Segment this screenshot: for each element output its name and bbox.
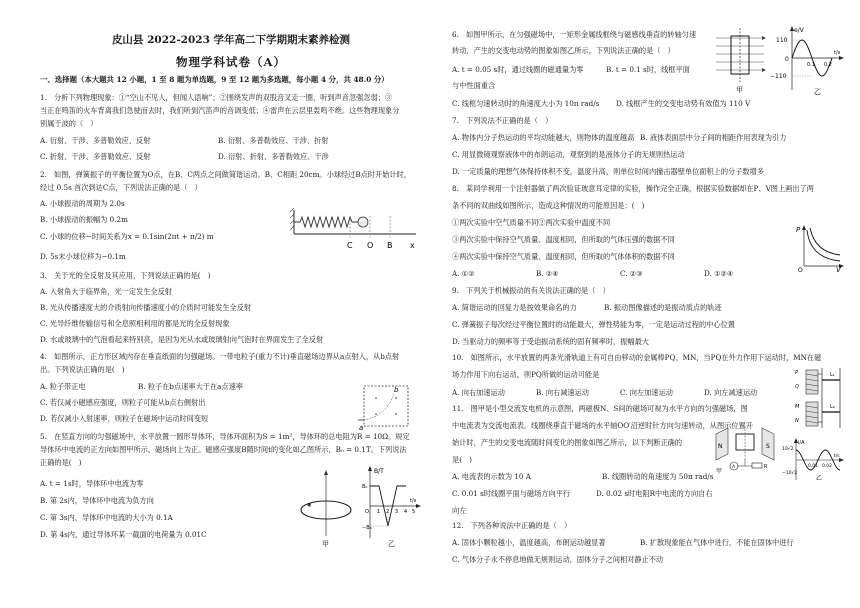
question-text: 当正在鸣笛的火车背离我们急驶而去时，我们听到汽笛声的音调变低；④雷声在云层里轰鸣不绝。这些物理现象分 <box>40 106 400 115</box>
label-o: O <box>798 267 803 272</box>
option-b[interactable]: B. 粒子在b点速率大于在a点速率 <box>138 382 243 391</box>
label-p: P <box>795 370 799 376</box>
label-ev: e/V <box>794 27 804 34</box>
option-c[interactable]: C. 向左加速运动 <box>620 388 673 397</box>
label-ts: t/s <box>834 454 840 459</box>
option-a[interactable]: A. 简谐运动的回复力是按效果命名的力 <box>452 303 577 312</box>
option-b[interactable]: B. 向右减速运动 <box>536 388 589 397</box>
label-10r2: 10√2 <box>782 447 794 452</box>
question-text: 转动，产生的交变电动势的图象如图乙所示，下列说法正确的是（ ） <box>452 46 675 55</box>
question-text: 始计时，产生的交变电流随时间变化的图象如图乙所示，以下判断正确的 <box>452 438 683 447</box>
question-text: 是( ) <box>452 455 472 464</box>
option-d[interactable]: D. 5s末小球位移为−0.1m <box>40 252 126 261</box>
option-b[interactable]: B. 第 2s内，导体环中电流为负方向 <box>40 496 154 505</box>
label-neg-10r2: −10√2 <box>782 471 798 476</box>
option-a[interactable]: A. 物体内分子热运动的平均动能越大，则物体的温度越高 <box>452 133 635 142</box>
label-p: P <box>796 226 801 234</box>
option-c[interactable]: C. 弹簧振子每次经过平衡位置时的动能最大，弹性势能为零，一定是运动过程的中心位置 <box>452 320 735 329</box>
label-jia: 甲 <box>322 540 329 548</box>
label-a: a <box>359 424 364 432</box>
option-d[interactable]: D. 线框产生的交变电动势有效值为 110 V <box>616 99 751 108</box>
option-d[interactable]: D. 一定质量的理想气体保持体积不变，温度升高，则单位时间内撞击器壁单位面积上的分子数增多 <box>452 167 764 176</box>
option-d[interactable]: D. 水或玻璃中的气泡看起来特别亮，是因为光从水或玻璃射向气泡时在界面发生了全反射 <box>40 335 324 344</box>
label-bt: B/T <box>374 468 384 475</box>
question-text: 9. 下列关于机械振动的有关说法正确的是（ ） <box>452 286 610 295</box>
option-c[interactable]: C. 线框匀速转动时的角速度大小为 10π rad/s <box>452 99 600 108</box>
label-n: N <box>795 418 799 424</box>
label-b: B <box>387 241 393 250</box>
tick-2: 2 <box>386 509 390 515</box>
label-110: 110 <box>776 37 788 44</box>
label-o: O <box>367 241 374 250</box>
label-yi: 乙 <box>816 475 823 482</box>
left-column <box>40 0 422 608</box>
label-jia: 甲 <box>716 468 723 474</box>
question-text: 5. 在竖直方向的匀强磁场中，水平放置一圆形导体环，导体环面积为S = 1m²，导体环的总电阻为R = 10Ω。规定 <box>40 432 410 441</box>
option-a[interactable]: A. 电流表的示数为 10 A <box>452 472 531 481</box>
spring-oscillator-figure <box>290 208 420 256</box>
label-yi: 乙 <box>814 88 821 96</box>
option-a[interactable]: A. 入射角大于临界角，光一定发生全反射 <box>40 287 172 296</box>
option-b[interactable]: B. t = 0.1 s时，线框平面 <box>606 65 690 74</box>
label-b: b <box>394 386 399 394</box>
label-m: M <box>795 404 800 410</box>
option-d[interactable]: D. 若仅减小入射速率，则粒子在磁场中运动时间变短 <box>40 414 209 423</box>
statement-1-2: ①两次实验中空气质量不同②两次实验中温度不同 <box>452 218 611 227</box>
magnetic-square-figure <box>358 382 414 432</box>
label-l1: L₁ <box>830 372 835 378</box>
option-a[interactable]: A. t = 0.05 s时，通过线圈的磁通量为零 <box>452 65 584 74</box>
tick-002: 0.02 <box>822 464 833 469</box>
section-heading: 一、选择题（本大题共 12 小题，1 至 8 题为单选题，9 至 12 题为多选题，每小题 4 分，共 48.0 分） <box>40 75 389 84</box>
option-a[interactable]: A. ①② <box>452 269 475 278</box>
tick-02: 0.2 <box>824 62 832 68</box>
option-b[interactable]: B. 光从传播速度大的介质射向传播速度小的介质时可能发生全反射 <box>40 303 252 312</box>
option-b-continued: 与中性面重合 <box>452 81 496 90</box>
option-b[interactable]: B. 扩散现象能在气体中进行，不能在固体中进行 <box>640 538 794 547</box>
label-origin: O <box>365 509 369 515</box>
generator-figure <box>714 424 780 474</box>
label-x: x <box>410 241 415 250</box>
option-c[interactable]: C. 若仅减小磁感应强度，则粒子可能从b点右侧射出 <box>40 398 206 407</box>
option-d[interactable]: D. 衍射、折射、多普勒效应、干涉 <box>218 152 329 161</box>
label-yi: 乙 <box>388 540 395 548</box>
option-a[interactable]: A. 衍射、干涉、多普勒效应、反射 <box>40 136 151 145</box>
tick-4: 4 <box>404 509 408 515</box>
question-text: 12. 下列各种说法中正确的是（ ） <box>452 521 572 530</box>
option-a[interactable]: A. 固体小颗粒越小，温度越高，布朗运动越显著 <box>452 538 606 547</box>
option-c[interactable]: C. 0.01 s时线圈平面与磁场方向平行 <box>452 489 571 498</box>
current-time-graph <box>782 438 844 482</box>
question-text: 别属于波的（ ） <box>40 119 98 128</box>
question-text: 2. 如图，弹簧振子的平衡位置为O点，在B、C两点之间做简谐运动。B、C相距 20cm。小球经过B点时开始计时， <box>40 170 411 179</box>
option-a[interactable]: A. 粒子带正电 <box>40 382 86 391</box>
tick-01: 0.1 <box>807 62 815 68</box>
right-column <box>452 0 844 608</box>
rails-figure <box>792 364 844 432</box>
statement-3: ③两次实验中保持空气质量、温度相同，但所取的气体压强的数据不同 <box>452 235 675 244</box>
label-ammeter: A <box>732 465 736 470</box>
ring-figure <box>298 470 360 548</box>
school-title: 皮山县 2022-2023 学年高二下学期期末素养检测 <box>111 34 351 46</box>
pv-graph <box>796 224 844 272</box>
tick-001: 0.01 <box>808 464 819 469</box>
question-text: 3. 关于光的全反射及其应用，下列说法正确的是( ) <box>40 271 211 280</box>
tick-5: 5 <box>412 509 416 515</box>
label-ia: i/A <box>798 440 805 446</box>
option-d[interactable]: D. 当驱动力的频率等于受迫振动系统的固有频率时，振幅最大 <box>452 337 649 346</box>
option-c[interactable]: C. 折射、干涉、多普勒效应、反射 <box>40 152 151 161</box>
label-v: V <box>836 266 841 272</box>
label-n: N <box>718 443 723 450</box>
question-text: 8. 某同学利用一个注射器做了两次验证玻意耳定律的实验，操作完全正确，根据实验数据却在P、V图上画出了两 <box>452 184 814 193</box>
label-b0: B₀ <box>362 484 368 490</box>
question-text: 6. 如图甲所示，在匀强磁场中，一矩形金属线框绕与磁感线垂直的转轴匀速 <box>452 30 697 39</box>
label-c: C <box>347 241 353 250</box>
rotating-frame-figure <box>714 26 768 94</box>
question-text: 7. 下列说法不正确的是（ ） <box>452 116 553 125</box>
option-a[interactable]: A. 小球振动的周期为 2.0s <box>40 199 125 208</box>
question-text: 1. 分析下列物理现象：①“空山不见人，但闻人语响”；②围绕发声的双股音叉走一圈，听到声音忽强忽弱；③ <box>40 93 393 102</box>
option-b[interactable]: B. ②④ <box>536 269 559 278</box>
label-r: R <box>764 464 768 470</box>
question-text: 经过 0.5s 首次到达C点，下列说法正确的是（ ） <box>40 183 202 192</box>
option-b[interactable]: B. 衍射、多普勒效应、干涉、折射 <box>218 136 329 145</box>
option-c[interactable]: C. 气体分子永不停息地做无规则运动，固体分子之间相对静止不动 <box>452 555 664 564</box>
question-text: 正确的是( ) <box>40 458 82 467</box>
option-a[interactable]: A. 向右加速运动 <box>452 388 505 397</box>
option-d[interactable]: D. 向左减速运动 <box>704 388 758 397</box>
option-d[interactable]: D. ①②④ <box>704 269 734 278</box>
question-text: 场力作用下向右运动，则PQ所做的运动可能是 <box>452 370 600 379</box>
option-b[interactable]: B. 振动图像描述的是振动质点的轨迹 <box>604 303 722 312</box>
label-ts: t/s <box>410 498 417 504</box>
label-neg-110: −110 <box>770 73 787 80</box>
option-d-continued: 向左 <box>452 506 467 515</box>
label-s: S <box>766 443 770 450</box>
option-b[interactable]: B. 液体表面层中分子间的相距作用表现为引力 <box>640 133 787 142</box>
option-c[interactable]: C. 用显微镜观察液体中的布朗运动，观察到的是液体分子的无规则热运动 <box>452 150 685 159</box>
paper-title: 物理学科试卷（A） <box>176 55 286 69</box>
option-b[interactable]: B. 小球振动的振幅为 0.2m <box>40 215 128 224</box>
option-c[interactable]: C. 小球的位移−时间关系为x = 0.1sin(2πt + π/2) m <box>40 232 214 241</box>
label-l2: L₂ <box>830 404 835 410</box>
question-text: 4. 如图所示，正方形区域内存在垂直纸面的匀强磁场。一带电粒子(重力不计)垂直磁场边界从a点射入，从b点射 <box>40 352 400 361</box>
option-d[interactable]: D. 0.02 s时电阻R中电流的方向自右 <box>596 489 713 498</box>
question-text: 10. 如图所示，水平放置的两条光滑轨道上有可自由移动的金属棒PQ、MN，当PQ在外力作用下运动时，MN在磁 <box>452 353 822 362</box>
b-t-graph <box>362 464 422 548</box>
label-neg-b0: −B₀ <box>362 525 372 531</box>
question-text: 11. 图甲是小型交流发电机的示意图，两磁极N、S间的磁场可视为水平方向的匀强磁场，图 <box>452 404 748 413</box>
question-text: 条不同的双曲线如图所示，造成这种情况的可能原因是：( ) <box>452 201 645 210</box>
statement-4: ④两次实验中保持空气质量、温度相同，但所取的气体体积的数据不同 <box>452 252 675 261</box>
emf-time-graph <box>770 24 844 96</box>
label-q: Q <box>795 384 799 390</box>
tick-1: 1 <box>377 509 381 515</box>
option-b[interactable]: B. 线圈转动的角速度为 50π rad/s <box>602 472 714 481</box>
option-a[interactable]: A. t = 1s时，导体环中电流为零 <box>40 479 144 488</box>
option-c[interactable]: C. ②③ <box>620 269 643 278</box>
option-c[interactable]: C. 光导纤维传输信号和全息照相利用的都是光的全反射现象 <box>40 319 230 328</box>
label-ts: t/s <box>834 50 841 56</box>
tick-3: 3 <box>395 509 399 515</box>
question-text: 出。下列说法正确的是( ) <box>40 365 125 374</box>
label-zero: 0 <box>785 56 789 63</box>
question-text: 中电流表为交流电流表。线圈绕垂直于磁场的水平轴OO′沿逆时针方向匀速转动，从图示位置开 <box>452 421 753 430</box>
question-text: 导体环中电流的正方向如图甲所示，磁场向上为正。磁感应强度B随时间t的变化如乙图所示，B₀ = 0.1T。下列说法 <box>40 445 407 454</box>
label-jia: 甲 <box>736 86 743 94</box>
option-d[interactable]: D. 第 4s内，通过导体环某一截面的电荷量为 0.01C <box>40 530 207 539</box>
option-c[interactable]: C. 第 3s内，导体环中电流的大小为 0.1A <box>40 513 173 522</box>
